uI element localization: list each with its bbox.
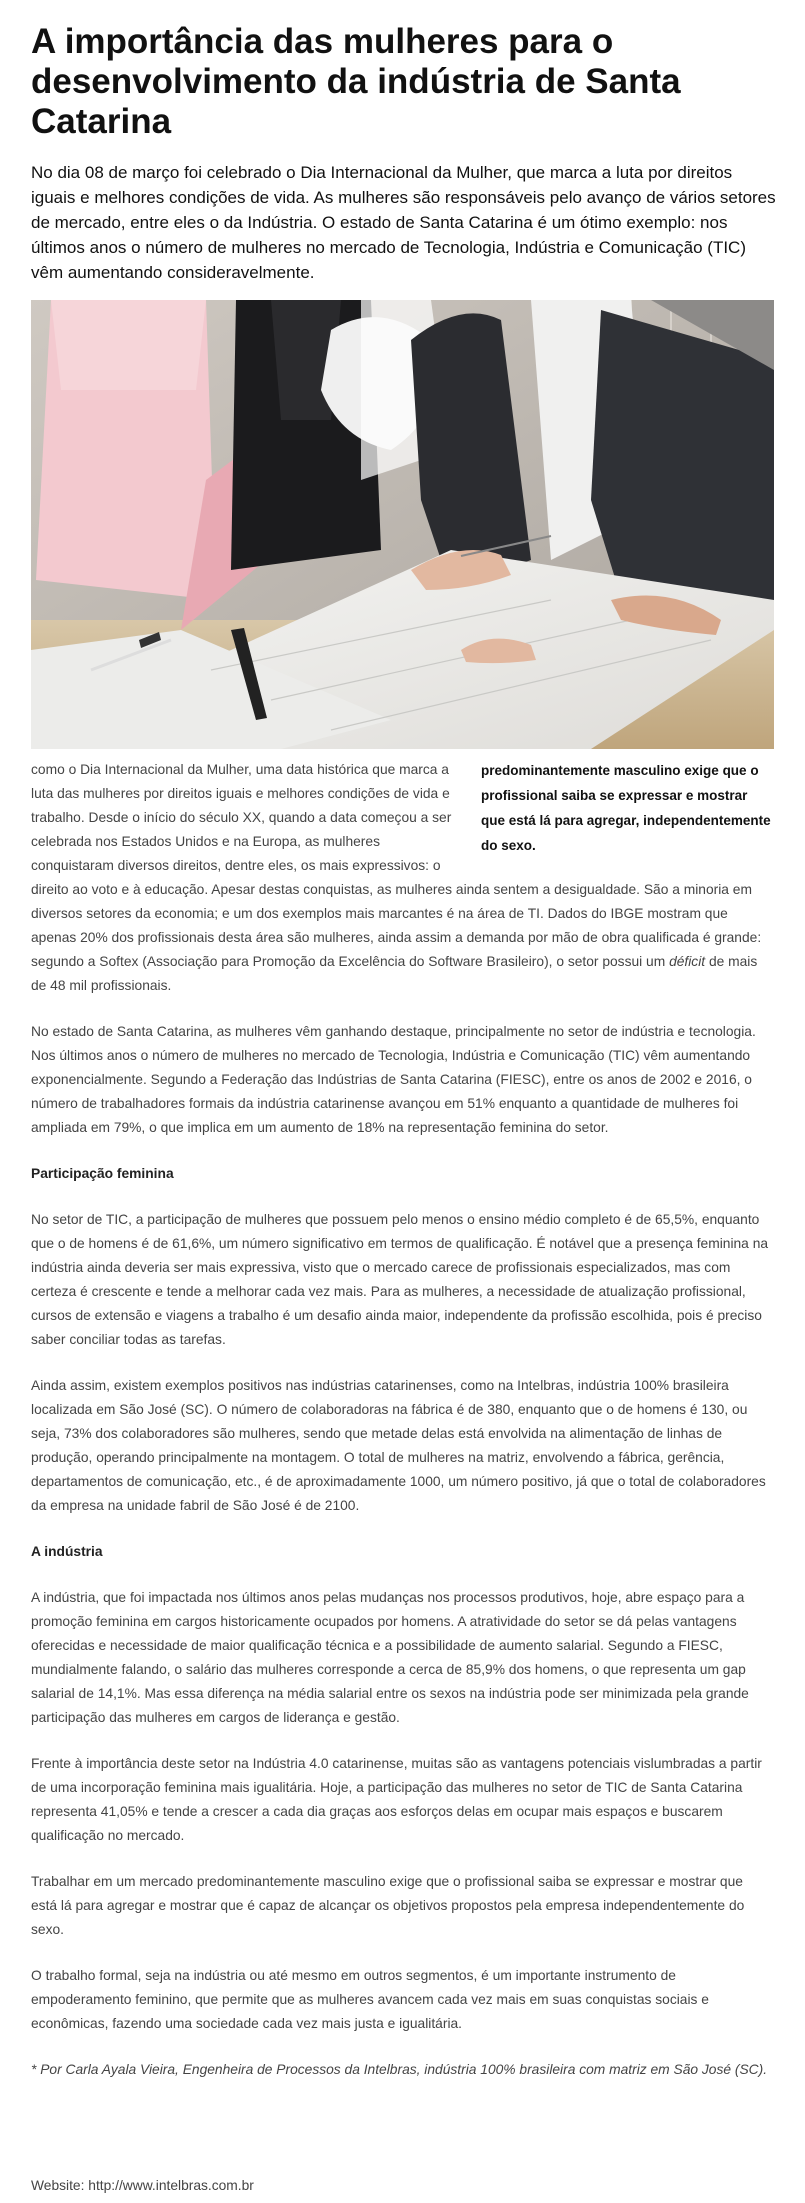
author-credit: * Por Carla Ayala Vieira, Engenheira de Processos da Intelbras, indústria 100% brasileira com matriz em São José (SC). (31, 2062, 768, 2077)
website-line (31, 2176, 254, 2196)
pull-quote: predominantemente masculino exige que o profissional saiba se expressar e mostrar que está lá para agregar, independentemente do sexo. (481, 763, 771, 853)
website-label: Website: (31, 2178, 85, 2193)
article-title: A importância das mulheres para o desenvolvimento da indústria de Santa Catarina (31, 22, 681, 141)
paragraph-emphasis: déficit (669, 954, 706, 969)
paragraph: No setor de TIC, a participação de mulheres que possuem pelo menos o ensino médio completo é de 65,5%, enquanto que o de homens é de 61,6%, um número significativo em termos de qualificação. É notável que a presença feminina na indústria ainda deveria ser mais expressiva, visto que o mercado carece de profissionais especializados, mas com certeza é crescente e tende a melhorar cada vez mais. Para as mulheres, a necessidade de atualização profissional, cursos de extensão e viagens a trabalho é um desafio ainda maior, independente da profissão escolhida, pois é preciso saber conciliar todas as tarefas. (31, 1212, 769, 1347)
paragraph-text: de mais de 48 mil profissionais. (31, 954, 758, 993)
paragraph: No estado de Santa Catarina, as mulheres vêm ganhando destaque, principalmente no setor de indústria e tecnologia. Nos últimos anos o número de mulheres no mercado de Tecnologia, Indústria e Comunicação (TIC) vêm aumentando exponencialmente. Segundo a Federação das Indústrias de Santa Catarina (FIESC), entre os anos de 2002 e 2016, o número de trabalhadores formais da indústria catarinense avançou em 51% enquanto a quantidade de mulheres foi ampliada em 79%, o que implica em um aumento de 18% na representação feminina do setor. (31, 1024, 756, 1135)
hero-image (31, 300, 774, 749)
photo-women-reviewing-blueprints (31, 300, 774, 749)
article-body (31, 752, 771, 2104)
paragraph: Trabalhar em um mercado predominantemente masculino exige que o profissional saiba se expressar e mostrar que está lá para agregar e mostrar que é capaz de alcançar os objetivos propostos pela empresa independentemente do sexo. (31, 1874, 745, 1937)
section-heading: Participação feminina (31, 1166, 174, 1181)
paragraph-text: como o Dia Internacional da Mulher, uma data histórica que marca a luta das mulheres por direitos iguais e melhores condições de vida e trabalho. Desde o início do século XX, quando a data começou a ser celebrada nos Estados Unidos e na Europa, as mulheres conquistaram diversos direitos, dentre eles, os mais expressivos: o direito ao voto e à educação. Apesar destas conquistas, as mulheres ainda sentem a desigualdade. São a minoria em diversos setores da economia; e um dos exemplos mais marcantes é na área de TI. Dados do IBGE mostram que apenas 20% dos profissionais desta área são mulheres, ainda assim a demanda por mão de obra qualificada é grande: segundo a Softex (Associação para Promoção da Excelência do Software Brasileiro), o setor possui um (31, 762, 762, 969)
paragraph: Ainda assim, existem exemplos positivos nas indústrias catarinenses, como na Intelbras, indústria 100% brasileira localizada em São José (SC). O número de colaboradoras na fábrica é de 380, enquanto que o de homens é 130, ou seja, 73% dos colaboradores são mulheres, sendo que metade delas está envolvida na alimentação de linhas de produção, operando principalmente na montagem. O total de mulheres na matriz, envolvendo a fábrica, gerência, departamentos de comunicação, etc., é de aproximadamente 1000, um número positivo, já que o total de colaboradores da empresa na unidade fabril de São José é de 2100. (31, 1378, 766, 1513)
section-heading: A indústria (31, 1544, 103, 1559)
article-lead: No dia 08 de março foi celebrado o Dia Internacional da Mulher, que marca a luta por direitos iguais e melhores condições de vida. As mulheres são responsáveis pelo avanço de vários setores de mercado, entre eles o da Indústria. O estado de Santa Catarina é um ótimo exemplo: nos últimos anos o número de mulheres no mercado de Tecnologia, Indústria e Comunicação (TIC) vêm aumentando consideravelmente. (31, 163, 776, 282)
website-link[interactable]: http://www.intelbras.com.br (88, 2178, 254, 2193)
paragraph: A indústria, que foi impactada nos últimos anos pelas mudanças nos processos produtivos, hoje, abre espaço para a promoção feminina em cargos historicamente ocupados por homens. A atratividade do setor se dá pelas vantagens oferecidas e necessidade de maior qualificação técnica e a possibilidade de aumento salarial. Segundo a FIESC, mundialmente falando, o salário das mulheres corresponde a cerca de 85,9% dos homens, o que representa um gap salarial de 14,1%. Mas essa diferença na média salarial entre os sexos na indústria pode ser minimizada pela grande participação das mulheres em cargos de liderança e gestão. (31, 1590, 749, 1725)
paragraph: O trabalho formal, seja na indústria ou até mesmo em outros segmentos, é um importante instrumento de empoderamento feminino, que permite que as mulheres avancem cada vez mais em suas conquistas sociais e econômicas, fazendo uma sociedade cada vez mais justa e igualitária. (31, 1968, 709, 2031)
paragraph: Frente à importância deste setor na Indústria 4.0 catarinense, muitas são as vantagens potenciais vislumbradas a partir de uma incorporação feminina mais igualitária. Hoje, a participação das mulheres no setor de TIC de Santa Catarina representa 41,05% e tende a crescer a cada dia graças aos esforços delas em ocupar mais espaços e buscarem qualificação no mercado. (31, 1756, 762, 1843)
